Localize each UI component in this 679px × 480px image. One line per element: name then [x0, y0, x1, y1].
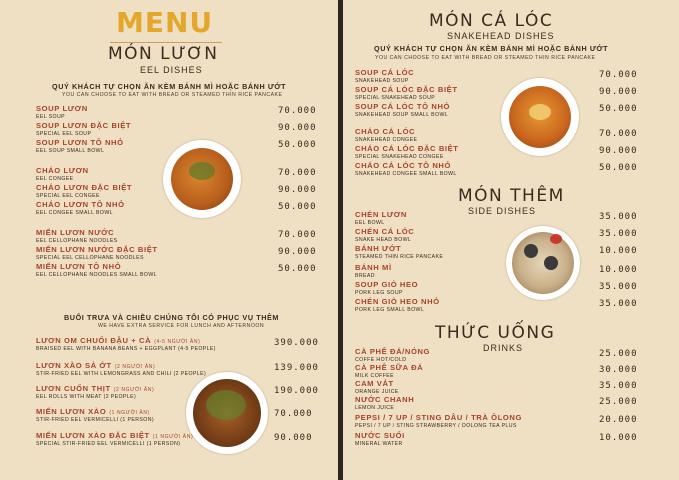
menu-item-english: EEL SOUP SMALL BOWL [36, 148, 105, 154]
menu-item-english: SPECIAL EEL CONGEE [36, 193, 100, 199]
menu-item-price: 50.000 [599, 163, 638, 173]
menu-item-price: 139.000 [274, 363, 319, 373]
menu-item-price: 30.000 [599, 365, 638, 375]
menu-item-english: ORANGE JUICE [355, 389, 399, 395]
menu-item-price: 70.000 [278, 106, 317, 116]
menu-item-name: MIẾN LƯƠN TÔ NHỎ [36, 262, 122, 271]
menu-item-price: 35.000 [599, 381, 638, 391]
menu-item-price: 20.000 [599, 415, 638, 425]
menu-item-name: CHÉN CÁ LÓC [355, 227, 415, 236]
lunch-note: BUỔI TRƯA VÀ CHIỀU CHÚNG TÔI CÓ PHỤC VỤ THÊM [64, 313, 279, 322]
menu-item-price: 390.000 [274, 338, 319, 348]
menu-item-price: 70.000 [274, 409, 313, 419]
snakehead-section-subtitle: SNAKEHEAD DISHES [447, 31, 555, 41]
menu-title: MENU [116, 6, 214, 39]
menu-item-name: CHÁO LƯƠN ĐẶC BIỆT [36, 183, 133, 192]
menu-item-name: NƯỚC CHANH [355, 395, 415, 404]
menu-item-price: 70.000 [278, 168, 317, 178]
menu-item-english: LEMON JUICE [355, 405, 395, 411]
menu-item-english: MINERAL WATER [355, 441, 403, 447]
menu-item-name: SOUP LƯƠN ĐẶC BIỆT [36, 121, 132, 130]
left-page [0, 0, 338, 480]
menu-item-english: STIR-FRIED EEL WITH LEMONGRASS AND CHILI (2 PEOPLE) [36, 371, 207, 377]
right-page [343, 0, 679, 480]
menu-item-price: 90.000 [278, 123, 317, 133]
menu-item-name: SOUP LƯƠN [36, 104, 88, 113]
snakehead-note-en: YOU CAN CHOOSE TO EAT WITH BREAD OR STEAMED THIN RICE PANCAKE [375, 55, 596, 61]
menu-item-english: PEPSI / 7 UP / STING STRAWBERRY / OOLONG TEA PLUS [355, 423, 517, 429]
menu-item-english: EEL BOWL [355, 220, 385, 226]
menu-item-name: CHÁO LƯƠN TÔ NHỎ [36, 200, 125, 209]
menu-item-price: 90.000 [599, 87, 638, 97]
menu-item-name: CHÁO CÁ LÓC [355, 127, 416, 136]
menu-item-price: 35.000 [599, 282, 638, 292]
menu-item-price: 25.000 [599, 349, 638, 359]
menu-item-name: CHÉN LƯƠN [355, 210, 407, 219]
menu-item-name: MIẾN LƯƠN XÀO ĐẶC BIỆT (1 NGƯỜI ĂN) [36, 431, 194, 440]
menu-item-price: 50.000 [278, 264, 317, 274]
menu-item-name: SOUP GIÒ HEO [355, 280, 419, 289]
menu-item-price: 90.000 [599, 146, 638, 156]
menu-item-english: SPECIAL SNAKEHEAD CONGEE [355, 154, 444, 160]
menu-item-price: 50.000 [599, 104, 638, 114]
menu-item-name: MIẾN LƯƠN XÀO (1 NGƯỜI ĂN) [36, 407, 150, 416]
menu-item-name: SOUP CÁ LÓC TÔ NHỎ [355, 102, 451, 111]
menu-item-name: CAM VẮT [355, 379, 394, 388]
menu-item-english: SPECIAL SNAKEHEAD SOUP [355, 95, 436, 101]
menu-item-english: STEAMED THIN RICE PANCAKE [355, 254, 444, 260]
menu-item-name: SOUP CÁ LÓC [355, 68, 415, 77]
menu-item-english: SPECIAL STIR-FRIED EEL VERMICELLI (1 PERSON) [36, 441, 181, 447]
menu-item-price: 35.000 [599, 299, 638, 309]
menu-item-name: BÁNH ƯỚT [355, 244, 402, 253]
snakehead-section-title: MÓN CÁ LÓC [429, 11, 554, 31]
menu-item-name: CHÁO CÁ LÓC TÔ NHỎ [355, 161, 452, 170]
menu-item-english: SNAKEHEAD CONGEE SMALL BOWL [355, 171, 457, 177]
menu-item-english: SNAKEHEAD SOUP [355, 78, 409, 84]
menu-item-name: PEPSI / 7 UP / STING DÂU / TRÀ ÔLONG [355, 413, 523, 422]
side-dishes-photo [506, 226, 580, 300]
menu-item-name: CÀ PHÊ SỮA ĐÁ [355, 363, 424, 372]
menu-item-price: 50.000 [278, 202, 317, 212]
menu-item-price: 90.000 [274, 433, 313, 443]
menu-item-name: SOUP CÁ LÓC ĐẶC BIỆT [355, 85, 458, 94]
menu-item-name: MIẾN LƯƠN NƯỚC ĐẶC BIỆT [36, 245, 158, 254]
menu-item-english: SPECIAL EEL SOUP [36, 131, 92, 137]
menu-title-underline [110, 42, 222, 43]
menu-item-name: LƯƠN CUỐN THỊT (2 NGƯỜI ĂN) [36, 384, 155, 393]
menu-item-english: MILK COFFEE [355, 373, 394, 379]
drinks-section-subtitle: DRINKS [483, 343, 524, 353]
menu-item-price: 35.000 [599, 229, 638, 239]
menu-item-english: STIR-FRIED EEL VERMICELLI (1 PERSON) [36, 417, 154, 423]
menu-item-price: 50.000 [278, 140, 317, 150]
menu-item-english: BRAISED EEL WITH BANANA BEANS + EGGPLANT (4-5 PEOPLE) [36, 346, 216, 352]
side-section-subtitle: SIDE DISHES [468, 206, 537, 216]
menu-item-price: 70.000 [599, 129, 638, 139]
menu-item-price: 35.000 [599, 212, 638, 222]
menu-item-english: PORK LEG SOUP [355, 290, 403, 296]
snakehead-soup-photo [501, 78, 579, 156]
menu-item-name: CHÉN GIÒ HEO NHỎ [355, 297, 440, 306]
menu-item-name: LƯƠN OM CHUỐI ĐẬU + CÀ (4-5 NGƯỜI ĂN) [36, 336, 201, 345]
menu-item-english: SNAKEHEAD SOUP SMALL BOWL [355, 112, 449, 118]
menu-item-serves: (2 NGƯỜI ĂN) [113, 387, 155, 393]
lunch-note-en: WE HAVE EXTRA SERVICE FOR LUNCH AND AFTERNOON [98, 323, 265, 329]
menu-item-english: SNAKE HEAD BOWL [355, 237, 412, 243]
menu-item-price: 90.000 [278, 247, 317, 257]
menu-item-price: 10.000 [599, 265, 638, 275]
menu-item-english: SPECIAL EEL CELLOPHANE NOODLES [36, 255, 144, 261]
menu-item-price: 25.000 [599, 397, 638, 407]
menu-item-english: EEL CELLOPHANE NOODLES SMALL BOWL [36, 272, 157, 278]
menu-item-name: SOUP LƯƠN TÔ NHỎ [36, 138, 124, 147]
menu-item-name: BÁNH MÌ [355, 263, 392, 272]
menu-item-name: CHÁO CÁ LÓC ĐẶC BIỆT [355, 144, 459, 153]
menu-item-name: CÀ PHÊ ĐÁ/NÓNG [355, 347, 431, 356]
menu-item-serves: (1 NGƯỜI ĂN) [109, 410, 150, 416]
drinks-section-title: THỨC UỐNG [435, 323, 556, 343]
menu-item-english: EEL CONGEE [36, 176, 74, 182]
menu-item-price: 70.000 [599, 70, 638, 80]
menu-item-english: EEL ROLLS WITH MEAT (2 PEOPLE) [36, 394, 137, 400]
menu-item-english: BREAD [355, 273, 375, 279]
stir-fried-eel-photo [186, 372, 268, 454]
menu-item-english: EEL CELLOPHANE NOODLES [36, 238, 118, 244]
menu-item-english: EEL SOUP [36, 114, 65, 120]
menu-item-price: 70.000 [278, 230, 317, 240]
eel-note-en: YOU CAN CHOOSE TO EAT WITH BREAD OR STEAMED THIN RICE PANCAKE [62, 92, 283, 98]
menu-item-english: COFFE HOT/COLD [355, 357, 407, 363]
menu-item-name: LƯƠN XÀO SẢ ỚT (2 NGƯỜI ĂN) [36, 361, 156, 370]
eel-soup-photo [163, 140, 241, 218]
eel-note: QUÝ KHÁCH TỰ CHỌN ĂN KÈM BÁNH MÌ HOẶC BÁNH ƯỚT [52, 82, 287, 91]
menu-item-english: EEL CONGEE SMALL BOWL [36, 210, 113, 216]
menu-item-serves: (1 NGƯỜI ĂN) [152, 434, 194, 440]
side-section-title: MÓN THÊM [458, 186, 565, 206]
menu-item-name: CHÁO LƯƠN [36, 166, 89, 175]
eel-section-subtitle: EEL DISHES [140, 65, 203, 75]
menu-item-serves: (2 NGƯỜI ĂN) [114, 364, 156, 370]
menu-item-price: 90.000 [278, 185, 317, 195]
menu-item-price: 10.000 [599, 246, 638, 256]
menu-item-english: PORK LEG SMALL BOWL [355, 307, 425, 313]
menu-item-name: NƯỚC SUỐI [355, 431, 405, 440]
menu-item-name: MIẾN LƯƠN NƯỚC [36, 228, 115, 237]
eel-section-title: MÓN LƯƠN [108, 44, 219, 64]
menu-item-serves: (4-5 NGƯỜI ĂN) [154, 339, 201, 345]
menu-item-price: 10.000 [599, 433, 638, 443]
snakehead-note: QUÝ KHÁCH TỰ CHỌN ĂN KÈM BÁNH MÌ HOẶC BÁNH ƯỚT [374, 44, 609, 53]
menu-item-english: SNAKEHEAD CONGEE [355, 137, 418, 143]
menu-item-price: 190.000 [274, 386, 319, 396]
